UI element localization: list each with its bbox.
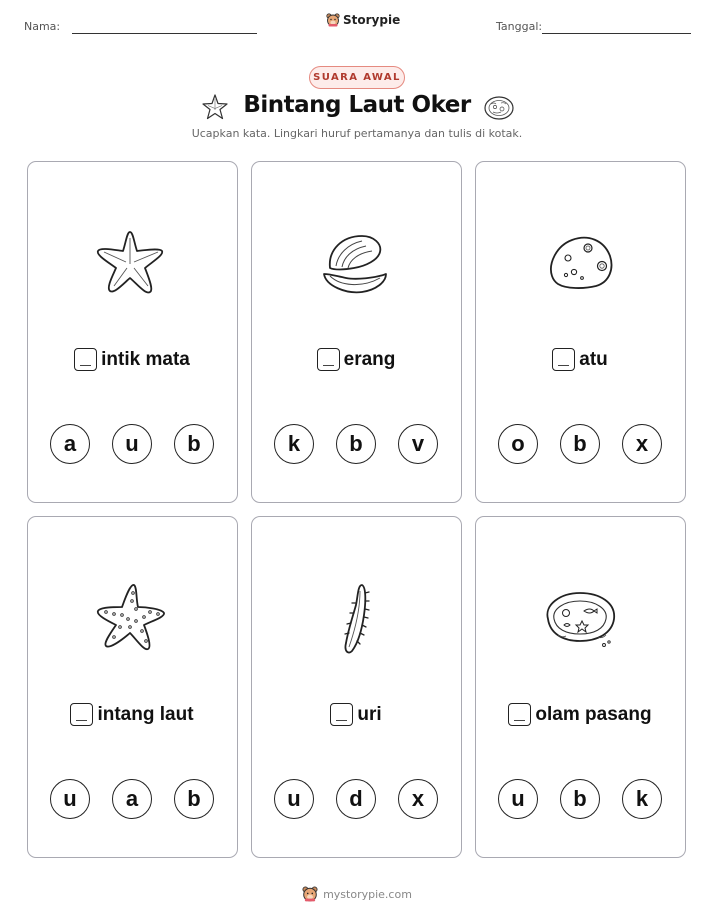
title-tide-pool-icon	[483, 94, 515, 122]
answer-box[interactable]	[508, 703, 531, 726]
letter-choice[interactable]: u	[498, 779, 538, 819]
worksheet-card	[27, 516, 238, 858]
worksheet-card	[475, 161, 686, 503]
letter-choice[interactable]: b	[174, 779, 214, 819]
letter-choice[interactable]: b	[336, 424, 376, 464]
word-text: uri	[357, 703, 382, 725]
answer-box[interactable]	[552, 348, 575, 371]
letter-choice[interactable]: a	[50, 424, 90, 464]
worksheet-card	[251, 516, 462, 858]
letter-choice[interactable]: b	[174, 424, 214, 464]
letter-choice[interactable]: x	[622, 424, 662, 464]
bear-mascot-icon	[302, 886, 318, 902]
letter-choice[interactable]: u	[112, 424, 152, 464]
word-text: erang	[343, 348, 396, 370]
worksheet-card	[251, 161, 462, 503]
answer-box[interactable]	[317, 348, 340, 371]
instructions: Ucapkan kata. Lingkari huruf pertamanya dan tulis di kotak.	[191, 127, 523, 140]
letter-choice[interactable]: u	[274, 779, 314, 819]
letter-choice[interactable]: b	[560, 424, 600, 464]
word-text: intik mata	[101, 348, 190, 370]
letter-choice[interactable]: v	[398, 424, 438, 464]
answer-box[interactable]	[74, 348, 97, 371]
date-label: Tanggal:	[496, 20, 543, 33]
name-line[interactable]	[72, 33, 257, 34]
rock-icon	[540, 224, 620, 304]
logo-text: Storypie	[343, 13, 401, 27]
date-line[interactable]	[542, 33, 691, 34]
worksheet-card	[27, 161, 238, 503]
page-title: Bintang Laut Oker	[243, 92, 471, 118]
letter-choice[interactable]: x	[398, 779, 438, 819]
sea-cucumber-icon	[316, 579, 396, 659]
answer-box[interactable]	[330, 703, 353, 726]
word-text: olam pasang	[535, 703, 652, 725]
word-text: atu	[579, 348, 608, 370]
footer-url[interactable]: mystorypie.com	[323, 887, 412, 901]
bear-mascot-icon	[326, 13, 340, 27]
letter-choice[interactable]: o	[498, 424, 538, 464]
clam-icon	[316, 224, 396, 304]
letter-choice[interactable]: u	[50, 779, 90, 819]
letter-choice[interactable]: a	[112, 779, 152, 819]
footer	[0, 886, 714, 902]
answer-box[interactable]	[70, 703, 93, 726]
worksheet-card	[475, 516, 686, 858]
letter-choice[interactable]: b	[560, 779, 600, 819]
starfish-icon	[92, 224, 172, 304]
spotted-starfish-icon	[92, 579, 172, 659]
name-label: Nama:	[24, 20, 61, 33]
tide-pool-icon	[538, 579, 622, 659]
storypie-logo	[326, 13, 400, 27]
topic-badge: SUARA AWAL	[309, 66, 405, 89]
letter-choice[interactable]: k	[274, 424, 314, 464]
letter-choice[interactable]: k	[622, 779, 662, 819]
word-text: intang laut	[97, 703, 194, 725]
letter-choice[interactable]: d	[336, 779, 376, 819]
